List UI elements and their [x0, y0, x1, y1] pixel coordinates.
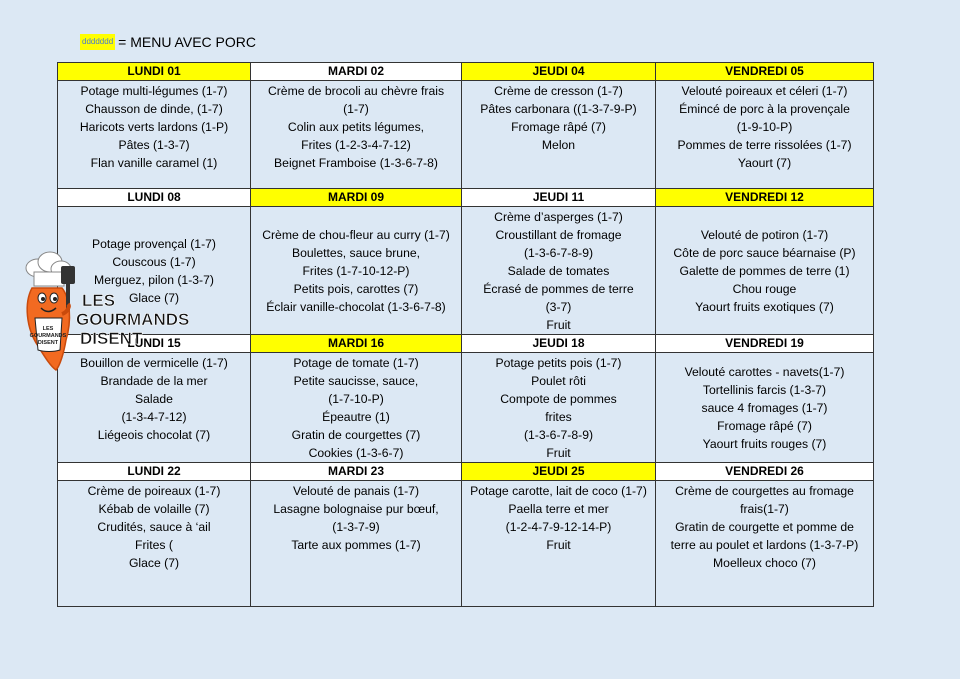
menu-item-line: Haricots verts lardons (1-P) [79, 120, 229, 134]
menu-item-line: Crème de courgettes au fromage [675, 484, 854, 498]
menu-item-line: Glace (7) [128, 556, 180, 570]
day-menu-cell [462, 81, 656, 189]
week-header-row [58, 335, 874, 353]
menu-item-line: Merguez, pilon (1-3-7) [94, 272, 214, 287]
menu-item-line: Crème de cresson (1-7) [494, 84, 623, 98]
day-menu-cell [462, 353, 656, 463]
menu-item-line: Liégeois chocolat (7) [97, 428, 211, 442]
menu-item-line: Chausson de dinde, (1-7) [85, 102, 223, 116]
menu-item-line: Éclair vanille-chocolat (1-3-6-7-8) [266, 299, 446, 314]
pork-legend-label: = MENU AVEC PORC [118, 34, 256, 50]
week-menu-row [58, 481, 874, 607]
menu-item-line: Croustillant de fromage [495, 228, 622, 242]
menu-item-line: Beignet Framboise (1-3-6-7-8) [274, 156, 438, 170]
day-header: LUNDI 15 [58, 335, 251, 353]
menu-item-line: Petite saucisse, sauce, [293, 374, 419, 388]
menu-item-line: Gratin de courgette et pomme de [675, 520, 854, 534]
day-header: JEUDI 25 [462, 463, 656, 481]
day-header: LUNDI 22 [58, 463, 251, 481]
menu-item-line: Épeautre (1) [322, 410, 390, 424]
menu-item-line: Crème de poireaux (1-7) [87, 484, 221, 498]
menu-item-line: Yaourt fruits exotiques (7) [695, 299, 834, 314]
menu-table [57, 62, 874, 607]
menu-item-line: Galette de pommes de terre (1) [679, 263, 850, 278]
menu-item-line: Lasagne bolognaise pur bœuf, [273, 502, 439, 516]
menu-item-line: Crème de chou-fleur au curry (1-7) [262, 227, 450, 242]
menu-item-line: Compote de pommes [500, 392, 617, 406]
menu-item-line: frais(1-7) [740, 502, 789, 516]
svg-text:GOURMANDS: GOURMANDS [76, 310, 190, 329]
menu-item-line: Paella terre et mer [508, 502, 609, 516]
menu-item-line: Écrasé de pommes de terre [483, 282, 634, 296]
menu-item-line: Potage carotte, lait de coco (1-7) [470, 484, 647, 498]
menu-item-line: (1-3-7-9) [332, 520, 380, 534]
menu-item-line: Crème d’asperges (1-7) [494, 210, 623, 224]
menu-item-line: Bouillon de vermicelle (1-7) [80, 356, 228, 370]
menu-item-line: Moelleux choco (7) [713, 556, 816, 570]
menu-item-line: sauce 4 fromages (1-7) [701, 400, 828, 415]
menu-item-line: Crème de brocoli au chèvre frais [267, 84, 445, 98]
menu-item-line: Pâtes (1-3-7) [118, 138, 190, 152]
menu-item-line: Velouté de panais (1-7) [292, 484, 420, 498]
menu-item-line: Boulettes, sauce brune, [291, 245, 421, 260]
day-header: MARDI 09 [251, 189, 462, 207]
day-menu-cell [462, 481, 656, 607]
menu-item-line: Melon [541, 138, 576, 152]
day-menu-cell [251, 207, 462, 335]
menu-item-line: Velouté de potiron (1-7) [700, 227, 829, 242]
menu-item-line: Fromage râpé (7) [717, 418, 812, 433]
svg-text:GOURMANDS: GOURMANDS [29, 333, 67, 339]
menu-item-line: Fromage râpé (7) [511, 120, 606, 134]
menu-item-line: Pommes de terre rissolées (1-7) [677, 138, 852, 152]
menu-item-line: (1-3-4-7-12) [121, 410, 187, 424]
menu-item-line: Salade de tomates [507, 264, 610, 278]
menu-item-line: Frites (1-2-3-4-7-12) [301, 138, 411, 152]
week-header-row [58, 463, 874, 481]
menu-item-line: (1-9-10-P) [736, 120, 793, 134]
day-header: JEUDI 18 [462, 335, 656, 353]
day-header: JEUDI 04 [462, 63, 656, 81]
week-menu-row [58, 81, 874, 189]
svg-text:DISENT: DISENT [80, 329, 143, 348]
svg-text:DISENT: DISENT [37, 340, 59, 346]
day-header: VENDREDI 19 [656, 335, 874, 353]
menu-item-line: Yaourt fruits rouges (7) [702, 436, 827, 451]
menu-item-line: Petits pois, carottes (7) [293, 281, 419, 296]
menu-item-line: Potage de tomate (1-7) [293, 356, 419, 370]
week-header-row [58, 63, 874, 81]
day-menu-cell [251, 81, 462, 189]
menu-item-line: Potage provençal (1-7) [92, 236, 216, 251]
menu-item-line: Potage multi-légumes (1-7) [80, 84, 228, 98]
day-header: MARDI 23 [251, 463, 462, 481]
menu-item-line: (1-7-10-P) [328, 392, 384, 406]
legend [80, 34, 256, 50]
menu-item-line: Couscous (1-7) [112, 254, 196, 269]
day-header: VENDREDI 05 [656, 63, 874, 81]
menu-item-line: Frites (1-7-10-12-P) [302, 263, 410, 278]
menu-item-line: Yaourt (7) [737, 156, 792, 170]
menu-item-line: Gratin de courgettes (7) [291, 428, 421, 442]
menu-item-line: Chou rouge [732, 281, 797, 296]
menu-item-line: Poulet rôti [531, 374, 586, 388]
menu-item-line: terre au poulet et lardons (1-3-7-P) [670, 538, 859, 552]
menu-item-line: (1-3-6-7-8-9) [523, 246, 594, 260]
menu-item-line: Colin aux petits légumes, [287, 120, 425, 134]
menu-item-line: Frites ( [135, 538, 173, 552]
week-menu-row [58, 353, 874, 463]
svg-text:LES: LES [82, 291, 116, 310]
day-menu-cell [656, 481, 874, 607]
day-header: LUNDI 01 [58, 63, 251, 81]
day-header: JEUDI 11 [462, 189, 656, 207]
day-menu-cell [462, 207, 656, 335]
day-header: LUNDI 08 [58, 189, 251, 207]
day-menu-cell [656, 207, 874, 335]
les-gourmands-disent-logo [10, 248, 190, 376]
menu-item-line: (1-2-4-7-9-12-14-P) [505, 520, 612, 534]
day-header: VENDREDI 26 [656, 463, 874, 481]
menu-item-line: Cookies (1-3-6-7) [308, 446, 404, 460]
day-menu-cell [251, 481, 462, 607]
menu-item-line: (1-3-6-7-8-9) [523, 428, 594, 442]
day-header: MARDI 02 [251, 63, 462, 81]
menu-item-line: Fruit [546, 318, 571, 332]
menu-item-line: Tortellinis farcis (1-3-7) [702, 382, 827, 397]
menu-item-line: Potage petits pois (1-7) [495, 356, 622, 370]
menu-item-line: Velouté carottes - navets(1-7) [684, 364, 845, 379]
menu-item-line: Tarte aux pommes (1-7) [291, 538, 421, 552]
menu-item-line: Crudités, sauce à ‘ail [97, 520, 211, 534]
menu-item-line: Pâtes carbonara ((1-3-7-9-P) [480, 102, 637, 116]
menu-item-line: Salade [135, 392, 173, 406]
menu-item-line: Fruit [546, 446, 571, 460]
day-header: MARDI 16 [251, 335, 462, 353]
pork-legend-swatch: ddddddd [80, 34, 115, 50]
menu-item-line: Velouté poireaux et céleri (1-7) [681, 84, 848, 98]
day-header: VENDREDI 12 [656, 189, 874, 207]
day-menu-cell [58, 81, 251, 189]
menu-item-line: frites [545, 410, 572, 424]
menu-item-line: Émincé de porc à la provençale [679, 102, 850, 116]
week-header-row [58, 189, 874, 207]
menu-item-line: Flan vanille caramel (1) [90, 156, 218, 170]
menu-item-line: Kébab de volaille (7) [98, 502, 210, 516]
menu-item-line: Glace (7) [128, 290, 180, 305]
menu-item-line: Brandade de la mer [100, 374, 208, 388]
menu-item-line: Côte de porc sauce béarnaise (P) [673, 245, 856, 260]
menu-item-line: Fruit [546, 538, 571, 552]
day-menu-cell [58, 481, 251, 607]
svg-text:LES: LES [42, 326, 54, 332]
day-menu-cell [656, 353, 874, 463]
menu-item-line: (3-7) [545, 300, 572, 314]
carrot-chef-icon [10, 248, 190, 376]
day-menu-cell [656, 81, 874, 189]
day-menu-cell [251, 353, 462, 463]
menu-item-line: (1-7) [343, 102, 369, 116]
